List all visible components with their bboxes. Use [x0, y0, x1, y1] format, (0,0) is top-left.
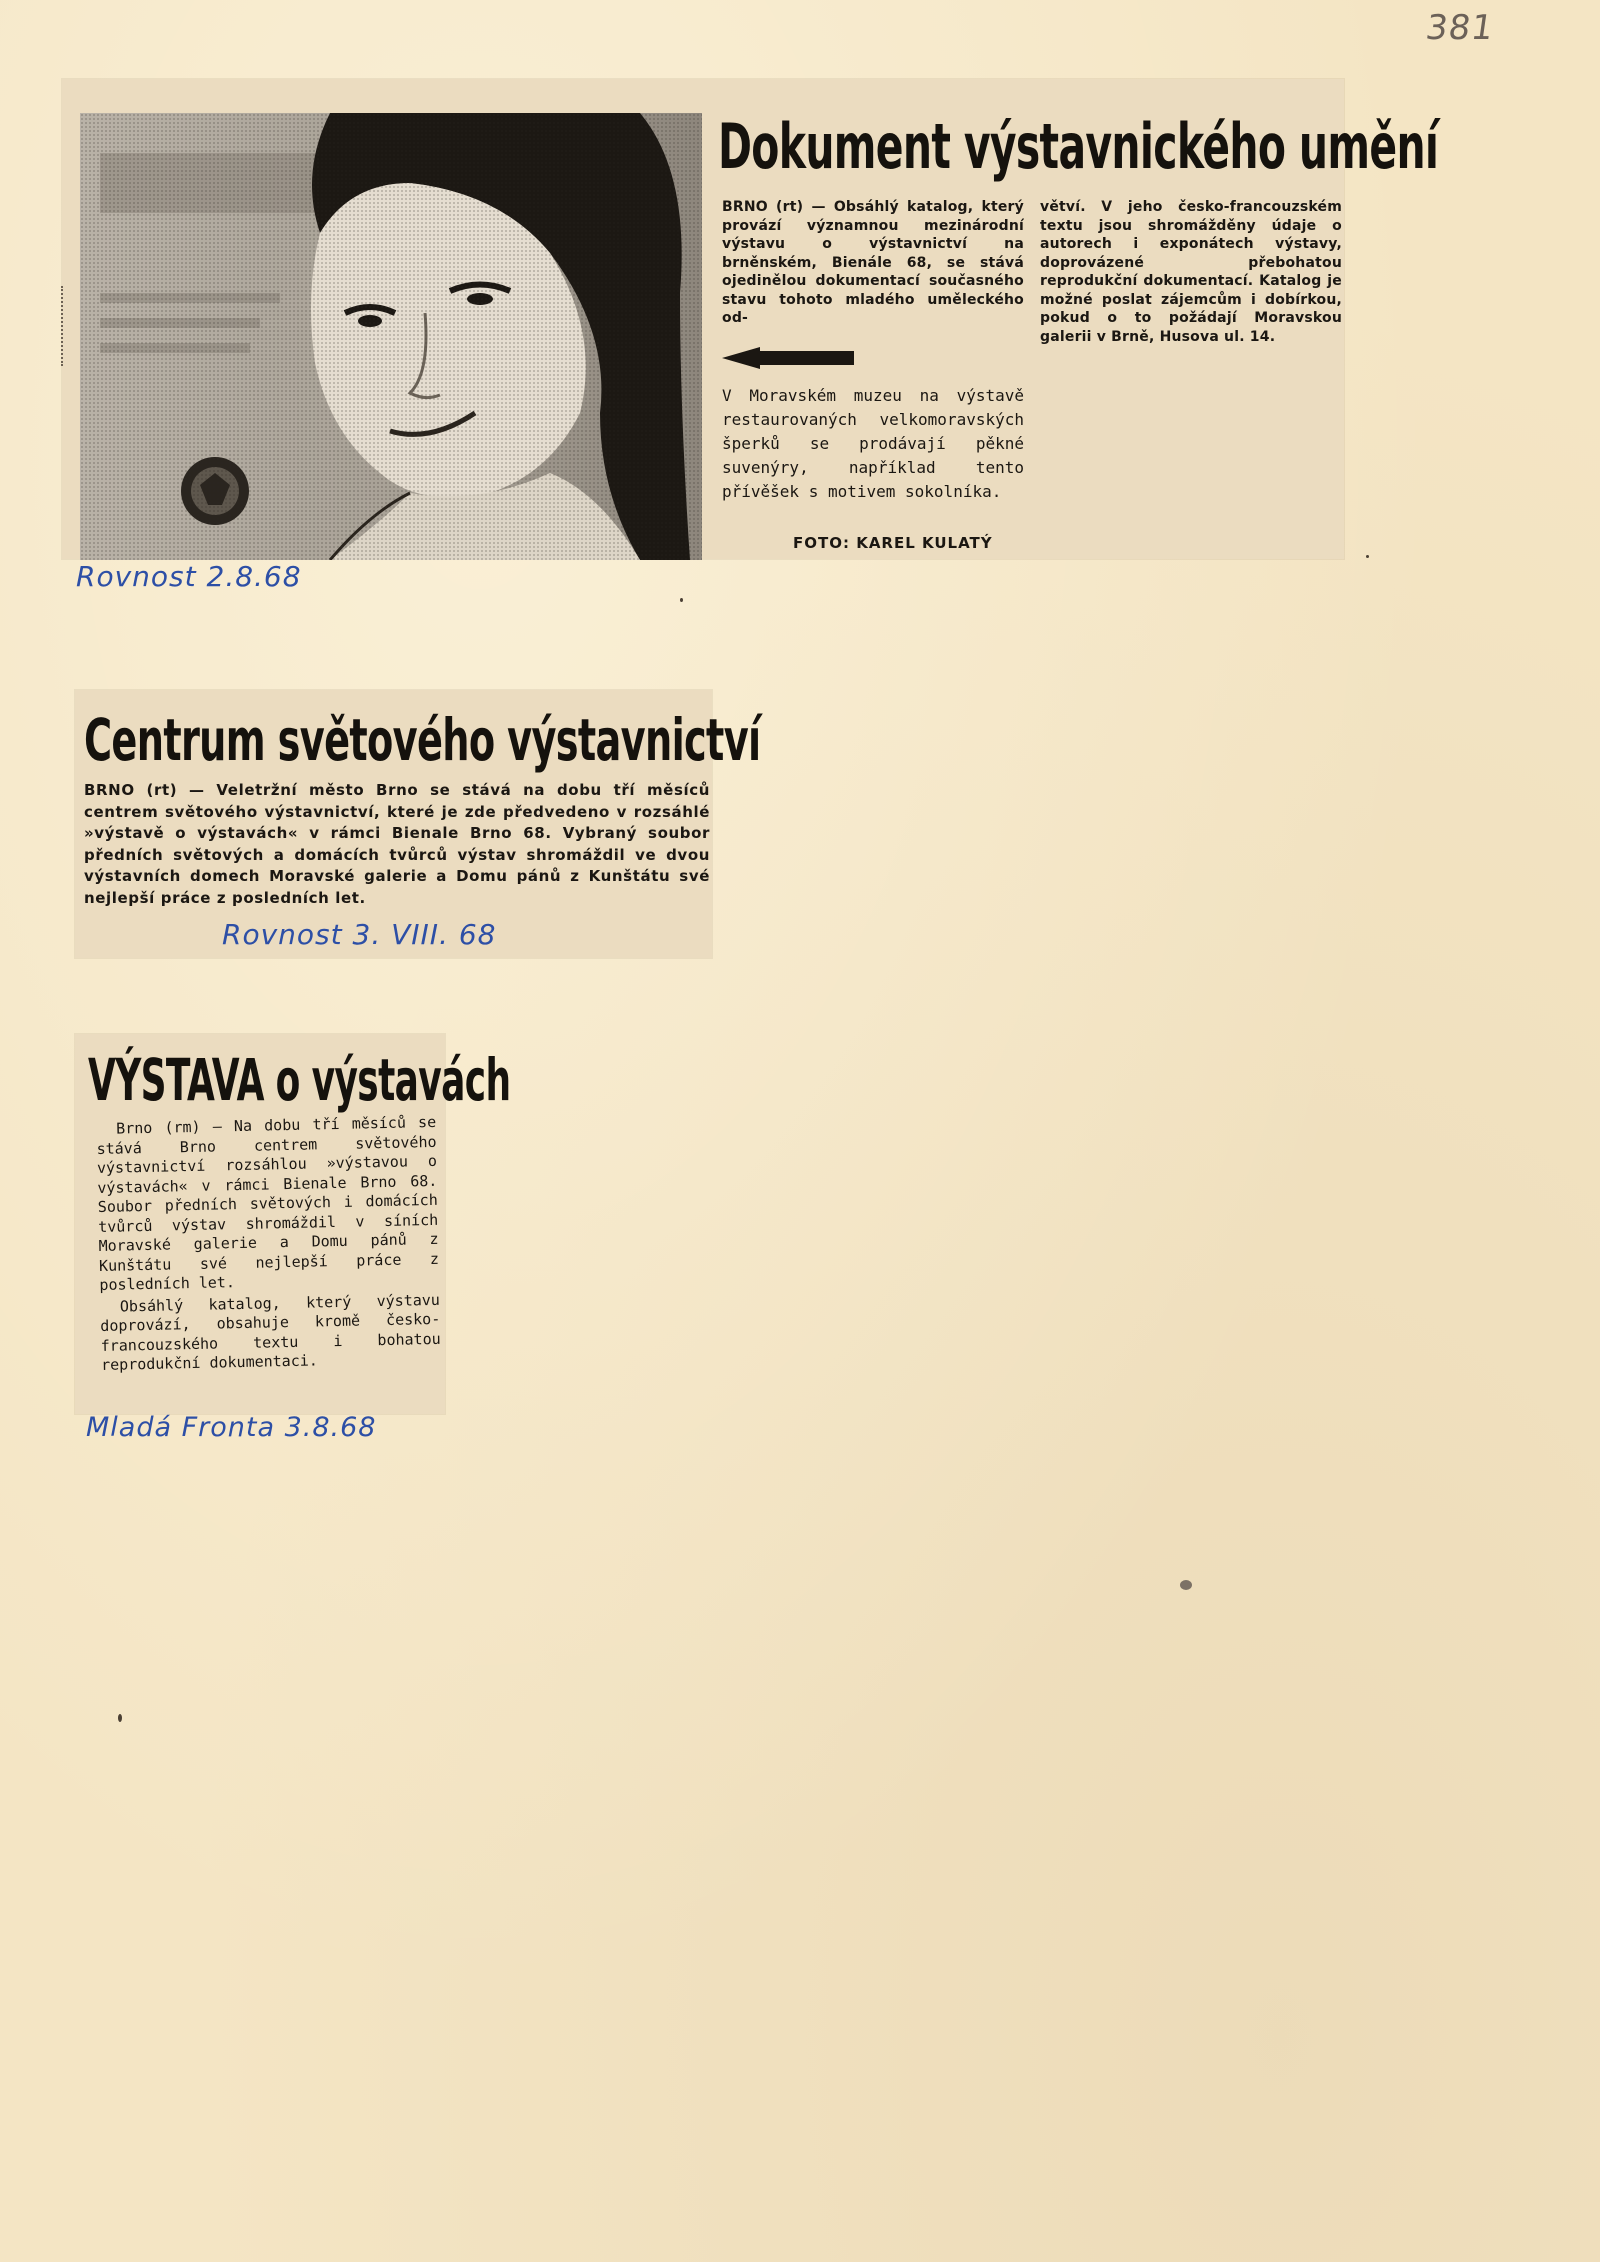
photo-caption: V Moravském muzeu na výstavě restaurovaných velkomoravských šperků se prodávají pěkné suvenýry, například tento přívěšek s motivem sokolníka. [722, 386, 1024, 501]
paper-speck [1366, 555, 1369, 558]
handwritten-source-3: Mladá Fronta 3.8.68 [86, 1412, 377, 1443]
paper-speck [118, 1714, 122, 1722]
article-3-paragraph-1: Brno (rm) — Na dobu tří měsíců se stává Brno centrem světového výstavnictví rozsáhlou »výstavou o výstavách« v rámci Bienale Brno 68. Soubor předních světových i domácích tvůrců výstav shromáždil v síních Moravské galerie a Domu pánů z Kunštátu své nejlepší práce z posledních let. [96, 1112, 440, 1294]
page-number: 381 [1423, 8, 1497, 48]
article-3-paragraph-2: Obsáhlý katalog, který výstavu doprovází, obsahuje kromě česko-francouzského textu i bohatou reprodukční dokumentaci. [100, 1290, 441, 1374]
handwritten-source-1: Rovnost 2.8.68 [76, 560, 302, 593]
portrait-photo-image [80, 113, 702, 560]
headline-vystava: VÝSTAVA o výstavách [88, 1046, 511, 1114]
headline-centrum: Centrum světového výstavnictví [84, 706, 761, 774]
handwritten-source-2: Rovnost 3. VIII. 68 [222, 918, 497, 951]
article-1-column-1: BRNO (rt) — Obsáhlý katalog, který provází významnou mezinárodní výstavu o výstavnictví na brněnském, Bienále 68, se stává ojedinělou dokumentací současného stavu tohoto mladého uměleckého od- [722, 199, 1024, 326]
arrow-pointer-icon [722, 347, 854, 369]
paper-speck [1180, 1580, 1192, 1590]
article-1-column-2: větví. V jeho česko-francouzském textu jsou shromážděny údaje o autorech i exponátech výstavy, doprovázené přebohatou reprodukční dokumentací. Katalog je možné poslat zájemcům i dobírkou, pokud o to požádají Moravskou galerii v Brně, Husova ul. 14. [1040, 199, 1342, 345]
article-2-body: BRNO (rt) — Veletržní město Brno se stává na dobu tří měsíců centrem světového výstavnictví, které je zde předvedeno v rozsáhlé »výstavě o výstavách« v rámci Bienale Brno 68. Vybraný soubor předních světových a domácích tvůrců výstav shromáždil ve dvou výstavních domech Moravské galerie a Domu pánů z Kunštátu své nejlepší práce z posledních let. [84, 781, 710, 907]
article-3-body [96, 1113, 441, 1378]
news-photo [80, 113, 702, 560]
margin-marks [61, 286, 65, 366]
headline-dokument: Dokument výstavnického umění [718, 110, 1439, 183]
photo-credit: FOTO: KAREL KULATÝ [793, 534, 993, 552]
paper-speck [680, 598, 683, 602]
